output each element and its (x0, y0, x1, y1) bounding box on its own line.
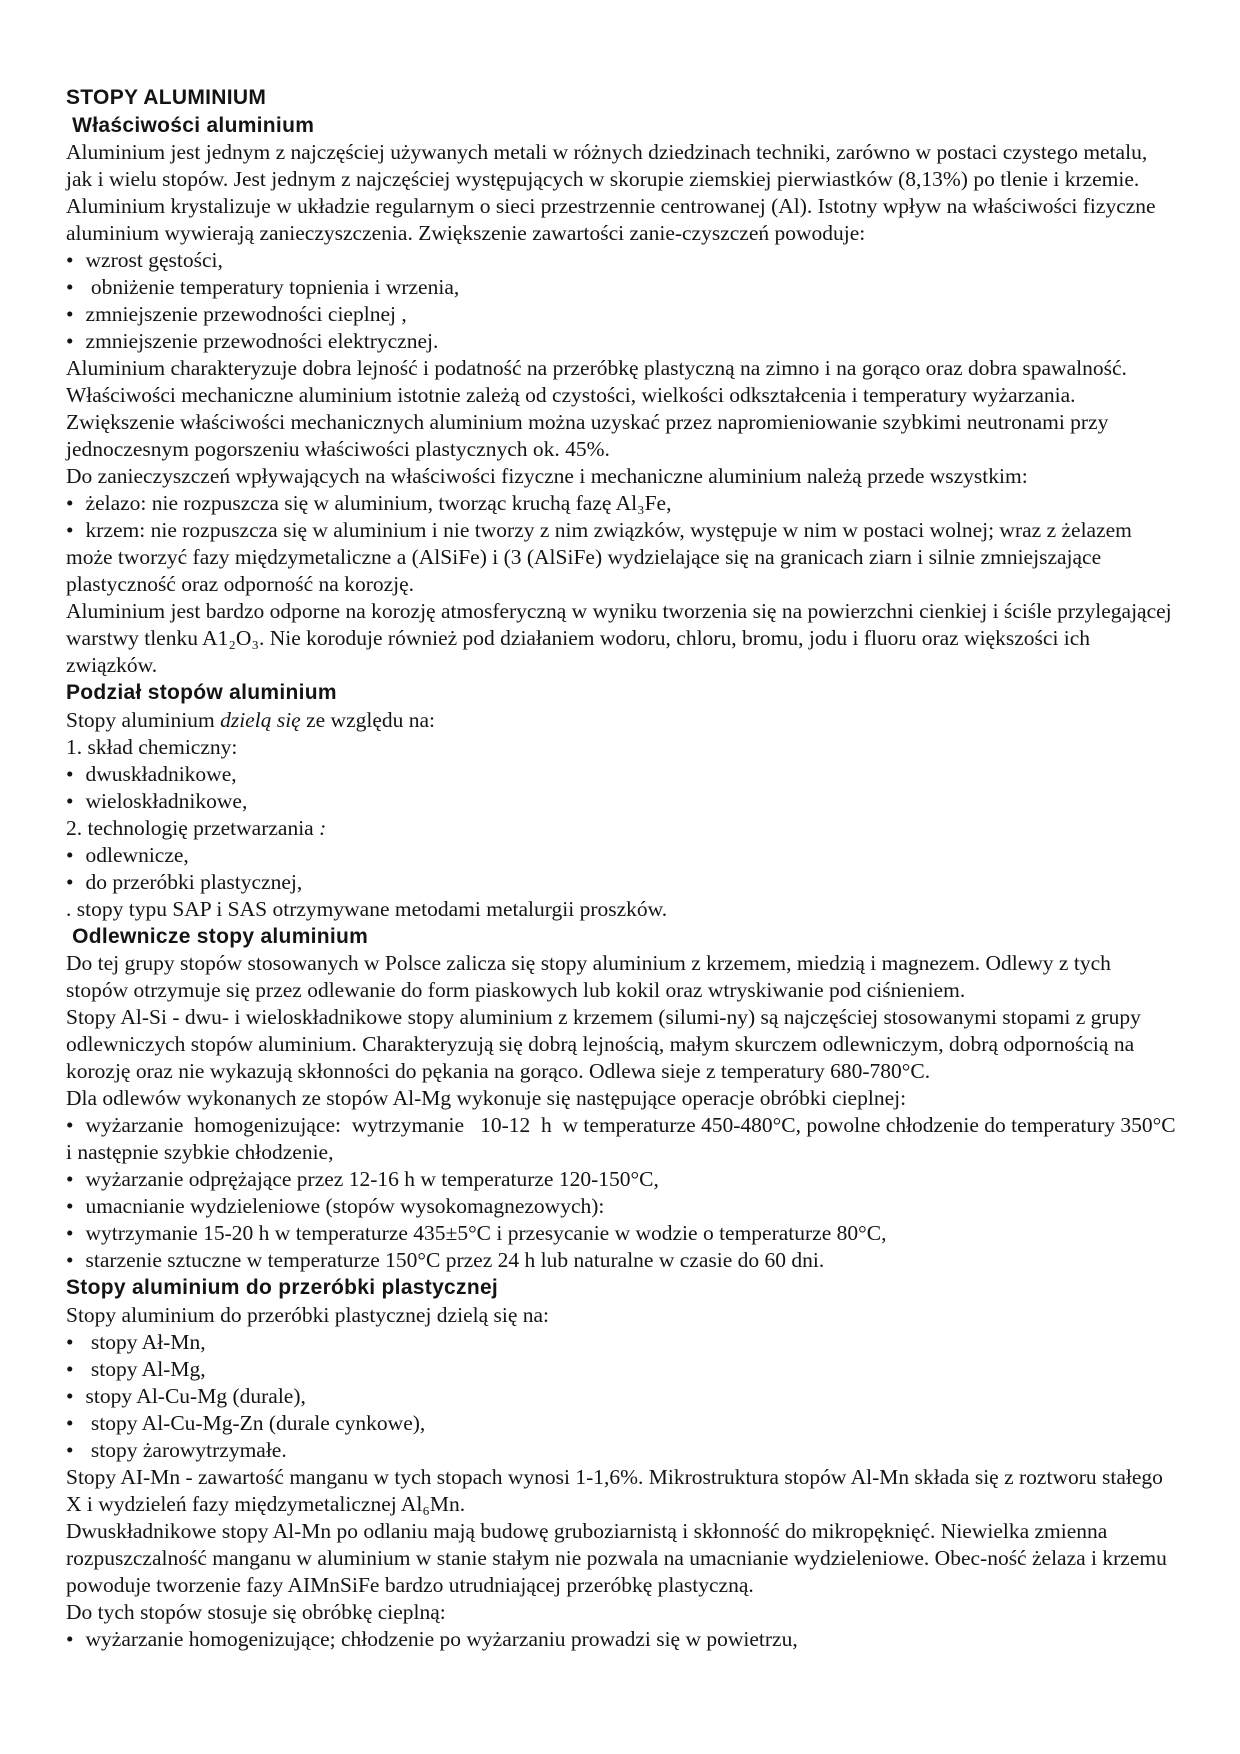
document-content (66, 84, 1181, 1653)
text: żelazo: nie rozpuszcza się w aluminium, tworząc kruchą fazę Al₃Fe, (85, 491, 672, 515)
text-run: Stopy aluminium (66, 707, 221, 732)
bullet-item (66, 517, 1178, 598)
text: stopy Ał-Mn, (85, 1329, 206, 1354)
text: Odlewnicze stopy aluminium (66, 924, 369, 948)
bullet-icon: • (66, 1410, 74, 1435)
text: starzenie sztuczne w temperaturze 150°C przez 24 h lub naturalne w czasie do 60 dni. (85, 1248, 825, 1272)
bullet-item (66, 1437, 1178, 1464)
paragraph (66, 1302, 1178, 1329)
text: Do tych stopów stosuje się obróbkę cieplną: (66, 1599, 446, 1624)
text: Stopy aluminium do przeróbki plastycznej dzielą się na: (66, 1302, 550, 1327)
text: Aluminium charakteryzuje dobra lejność i podatność na przeróbkę plastyczną na zimno i na gorąco oraz dobra spawalność. Właściwości mechaniczne aluminium istotnie zależą od czystości, wielkości odkształcenia i temperatury wyżarzania. (66, 356, 1132, 407)
bullet-icon: • (66, 1248, 74, 1272)
bullet-icon: • (66, 1437, 74, 1462)
text: STOPY ALUMINIUM (66, 86, 267, 109)
bullet-icon: • (66, 1356, 74, 1381)
paragraph (66, 1085, 1178, 1112)
text: Do tej grupy stopów stosowanych w Polsce zalicza się stopy aluminium z krzemem, miedzią i magnezem. Odlewy z tych stopów otrzymuje się przez odlewanie do form piaskowych lub kokil oraz wtryskiwanie pod ciśnieniem. (66, 951, 1117, 1002)
bullet-icon: • (66, 761, 74, 786)
bullet-icon: • (66, 788, 74, 813)
bullet-icon: • (66, 1329, 74, 1354)
text: 1. skład chemiczny: (66, 734, 238, 759)
text: obniżenie temperatury topnienia i wrzenia, (85, 275, 460, 299)
paragraph (66, 355, 1178, 409)
bullet-icon: • (66, 842, 74, 867)
bullet-item (66, 274, 1178, 301)
bullet-item (66, 490, 1178, 517)
bullet-icon: • (66, 1383, 74, 1408)
text: stopy Al-Cu-Mg (durale), (85, 1383, 306, 1408)
bullet-item (66, 1193, 1178, 1220)
bullet-icon: • (66, 275, 74, 299)
bullet-item (66, 1220, 1178, 1247)
paragraph (66, 463, 1178, 490)
paragraph (66, 1599, 1178, 1626)
bullet-icon: • (66, 329, 74, 353)
bullet-icon: • (66, 302, 74, 326)
text: Stopy Al-Si - dwu- i wieloskładnikowe stopy aluminium z krzemem (silumi-ny) są najczęściej stosowanymi stopami z grupy odlewniczych stopów aluminium. Charakteryzują się dobrą lejnością, małym skurczem odlewniczym, dobrą odpornością na korozję oraz nie wykazują skłonności do pękania na gorąco. Odlewa sieje z temperatury 680-780°C. (66, 1005, 1147, 1083)
bullet-item (66, 1329, 1178, 1356)
text: dwuskładnikowe, (85, 761, 237, 786)
bullet-icon: • (66, 1194, 74, 1218)
text-run: 2. technologię przetwarzania (66, 815, 314, 840)
text: zmniejszenie przewodności cieplnej , (85, 302, 407, 326)
bullet-item (66, 1410, 1178, 1437)
text: Zwiększenie właściwości mechanicznych aluminium można uzyskać przez napromieniowanie szybkimi neutronami przy jednoczesnym pogorszeniu właściwości plastycznych ok. 45%. (66, 410, 1114, 461)
text: Stopy AI-Mn - zawartość manganu w tych stopach wynosi 1-1,6%. Mikrostruktura stopów Al-Mn składa się z roztworu stałego X i wydzieleń fazy międzymetalicznej Al₆Mn. (66, 1464, 1169, 1516)
bullet-item (66, 1247, 1178, 1274)
paragraph (66, 896, 1178, 923)
text: Do zanieczyszczeń wpływających na właściwości fizyczne i mechaniczne aluminium należą przede wszystkim: (66, 464, 1028, 488)
text: Stopy aluminium do przeróbki plastycznej (66, 1276, 499, 1299)
text: . stopy typu SAP i SAS otrzymywane metodami metalurgii proszków. (66, 896, 668, 921)
text-run: ze względu na: (300, 707, 436, 732)
bullet-icon: • (66, 491, 74, 515)
text: Podział stopów aluminium (66, 681, 337, 704)
paragraph (66, 734, 1178, 761)
text: Dla odlewów wykonanych ze stopów Al-Mg wykonuje się następujące operacje obróbki cieplnej: (66, 1086, 907, 1110)
bullet-item (66, 842, 1178, 869)
paragraph (66, 1464, 1178, 1518)
bullet-icon: • (66, 1626, 74, 1651)
section-heading (66, 679, 1178, 707)
bullet-item (66, 869, 1178, 896)
bullet-icon: • (66, 869, 74, 894)
bullet-icon: • (66, 1221, 74, 1245)
text: stopy żarowytrzymałe. (85, 1437, 287, 1462)
text: wyżarzanie homogenizujące: wytrzymanie 10-12 h w temperaturze 450-480°C, powolne chłodzenie do temperatury 350°C i następnie szybkie chłodzenie, (66, 1113, 1181, 1164)
bullet-item (66, 1356, 1178, 1383)
paragraph (66, 409, 1178, 463)
bullet-icon: • (66, 518, 74, 542)
text: do przeróbki plastycznej, (85, 869, 303, 894)
text: zmniejszenie przewodności elektrycznej. (85, 329, 439, 353)
text: wzrost gęstości, (85, 248, 223, 272)
paragraph (66, 139, 1178, 247)
bullet-item (66, 328, 1178, 355)
paragraph (66, 598, 1178, 679)
text: wieloskładnikowe, (85, 788, 248, 813)
bullet-icon: • (66, 1113, 74, 1137)
text: wyżarzanie odprężające przez 12-16 h w temperaturze 120-150°C, (85, 1167, 659, 1191)
text: Aluminium jest jednym z najczęściej używanych metali w różnych dziedzinach techniki, zarówno w postaci czystego metalu, jak i wielu stopów. Jest jednym z najczęściej występujących w skorupie ziemskiej pierwiastków (8,13%) po tlenie i krzemie. Aluminium krystalizuje w układzie regularnym o sieci przestrzennie centrowanej (Al). Istotny wpływ na właściwości fizyczne aluminium wywierają zanieczyszczenia. Zwiększenie zawartości zanie-czyszczeń powoduje: (66, 140, 1161, 245)
bullet-item (66, 1383, 1178, 1410)
text: wyżarzanie homogenizujące; chłodzenie po wyżarzaniu prowadzi się w powietrzu, (85, 1626, 798, 1651)
text: wytrzymanie 15-20 h w temperaturze 435±5°C i przesycanie w wodzie o temperaturze 80°C, (85, 1221, 887, 1245)
text: Dwuskładnikowe stopy Al-Mn po odlaniu mają budowę gruboziarnistą i skłonność do mikropęknięć. Niewielka zmienna rozpuszczalność manganu w aluminium w stanie stałym nie pozwala na umacnianie wydzieleniowe. Obec-ność żelaza i krzemu powoduje tworzenie fazy AIMnSiFe bardzo utrudniającej przeróbkę plastyczną. (66, 1518, 1173, 1597)
text-run: dzielą się (220, 707, 301, 732)
text-run: : (313, 815, 327, 840)
bullet-item (66, 247, 1178, 274)
paragraph (66, 1518, 1178, 1599)
paragraph (66, 950, 1178, 1004)
paragraph (66, 1004, 1178, 1085)
section-heading (66, 1274, 1178, 1302)
section-heading (66, 112, 1178, 140)
bullet-icon: • (66, 1167, 74, 1191)
bullet-item (66, 1112, 1181, 1166)
text: stopy Al-Mg, (85, 1356, 206, 1381)
bullet-item (66, 301, 1178, 328)
paragraph (66, 707, 1178, 734)
text: umacnianie wydzieleniowe (stopów wysokomagnezowych): (85, 1194, 605, 1218)
bullet-item (66, 1626, 1178, 1653)
bullet-icon: • (66, 248, 74, 272)
text: krzem: nie rozpuszcza się w aluminium i nie tworzy z nim związków, występuje w nim w postaci wolnej; wraz z żelazem może tworzyć fazy międzymetaliczne a (AlSiFe) i (3 (AlSiFe) wydzielające się na granicach ziarn i silnie zmniejszające plastyczność oraz odporność na korozję. (66, 518, 1138, 596)
paragraph (66, 815, 1178, 842)
text: Aluminium jest bardzo odporne na korozję atmosferyczną w wyniku tworzenia się na powierzchni cienkiej i ściśle przylegającej warstwy tlenku A1₂O₃. Nie koroduje również pod działaniem wodoru, chloru, bromu, jodu i fluoru oraz większości ich związków. (66, 599, 1178, 677)
text: Właściwości aluminium (66, 113, 315, 137)
bullet-item (66, 788, 1178, 815)
text: odlewnicze, (85, 842, 189, 867)
text: stopy Al-Cu-Mg-Zn (durale cynkowe), (85, 1410, 426, 1435)
bullet-item (66, 761, 1178, 788)
bullet-item (66, 1166, 1178, 1193)
section-heading (66, 923, 1178, 951)
document-title (66, 84, 1178, 112)
